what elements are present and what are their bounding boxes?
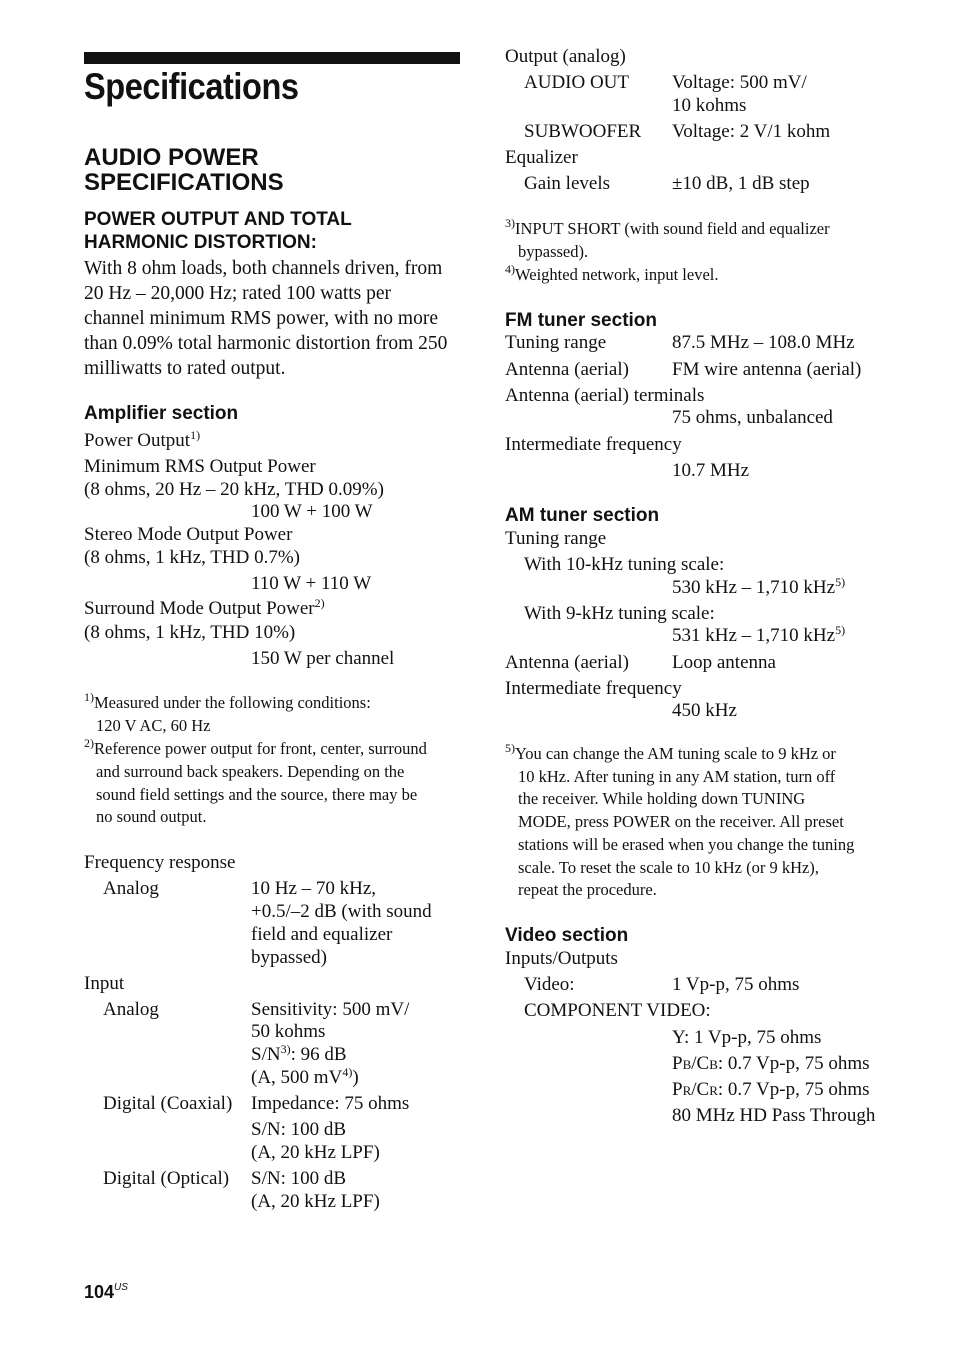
am-tuning-label: Tuning range bbox=[505, 528, 607, 549]
am-if-label: Intermediate frequency bbox=[505, 678, 682, 699]
video-label: Video: bbox=[524, 974, 575, 995]
video-value: 1 Vp-p, 75 ohms bbox=[672, 974, 800, 995]
component-y-value: Y: 1 Vp-p, 75 ohms bbox=[672, 1027, 822, 1048]
footnote-5-line: repeat the procedure. bbox=[518, 880, 657, 899]
power-output-heading-line1: POWER OUTPUT AND TOTAL bbox=[84, 209, 352, 230]
output-label: Output (analog) bbox=[505, 46, 626, 67]
footnote-3: $^{3)}$INPUT SHORT (with sound field and equalizer bbox=[505, 216, 830, 238]
video-io-label: Inputs/Outputs bbox=[505, 948, 618, 969]
am-scale9-value: 531 kHz – 1,710 kHz$^{5)}$ bbox=[672, 623, 846, 646]
footnote-5-line: the receiver. While holding down TUNING bbox=[518, 789, 806, 808]
fm-tuning-label: Tuning range bbox=[505, 332, 607, 353]
frequency-analog-value: +0.5/–2 dB (with sound bbox=[251, 901, 432, 922]
footnote-5-line: scale. To reset the scale to 10 kHz (or 9 kHz), bbox=[518, 858, 819, 877]
component-pb-value: PB/CB: 0.7 Vp-p, 75 ohms bbox=[672, 1053, 870, 1074]
title-rule bbox=[84, 52, 460, 64]
surround-conditions: (8 ohms, 1 kHz, THD 10%) bbox=[84, 622, 296, 643]
fm-if-value: 10.7 MHz bbox=[672, 460, 750, 481]
footnote-4: $^{4)}$Weighted network, input level. bbox=[505, 262, 719, 284]
frequency-analog-value: field and equalizer bbox=[251, 924, 393, 945]
fm-terminals-value: 75 ohms, unbalanced bbox=[672, 407, 833, 428]
footnote-2-line: sound field settings and the source, there may be bbox=[96, 785, 418, 804]
gain-levels-label: Gain levels bbox=[524, 173, 611, 194]
audio-power-heading-line2: SPECIFICATIONS bbox=[84, 169, 284, 196]
footnote-1-line: 120 V AC, 60 Hz bbox=[96, 716, 211, 735]
gain-levels-value: ±10 dB, 1 dB step bbox=[672, 173, 810, 194]
power-paragraph-line: milliwatts to rated output. bbox=[84, 358, 286, 379]
equalizer-label: Equalizer bbox=[505, 147, 578, 168]
surround-value: 150 W per channel bbox=[251, 648, 395, 669]
min-rms-label: Minimum RMS Output Power bbox=[84, 456, 316, 477]
input-analog-a: (A, 500 $mV^{4)}$) bbox=[251, 1065, 359, 1088]
footnote-1: $^{1)}$Measured under the following conditions: bbox=[84, 690, 371, 712]
audio-out-value: 10 kohms bbox=[672, 95, 747, 116]
fm-heading: FM tuner section bbox=[505, 310, 658, 331]
input-optical-value: (A, 20 kHz LPF) bbox=[251, 1191, 380, 1212]
footnote-3-line: bypassed). bbox=[518, 242, 589, 261]
fm-tuning-value: 87.5 MHz – 108.0 MHz bbox=[672, 332, 855, 353]
input-coax-label: Digital (Coaxial) bbox=[103, 1093, 233, 1114]
footnote-2: $^{2)}$Reference power output for front, center, surround bbox=[84, 736, 427, 758]
footnote-1-ref: 1) bbox=[190, 428, 201, 442]
amplifier-heading: Amplifier section bbox=[84, 403, 239, 424]
min-rms-value: 100 W + 100 W bbox=[251, 501, 373, 522]
power-paragraph-line: than 0.09% total harmonic distortion from 250 bbox=[84, 333, 448, 354]
footnote-5-line: stations will be erased when you change the tuning bbox=[518, 835, 855, 854]
frequency-analog-label: Analog bbox=[103, 878, 159, 899]
am-if-value: 450 kHz bbox=[672, 700, 737, 721]
fm-antenna-label: Antenna (aerial) bbox=[505, 359, 629, 380]
footnote-3-ref: 3) bbox=[280, 1042, 291, 1056]
am-scale9-label: With 9-kHz tuning scale: bbox=[524, 603, 715, 624]
audio-out-value: Voltage: 500 mV/ bbox=[672, 72, 807, 93]
min-rms-conditions: (8 ohms, 20 Hz – 20 kHz, THD 0.09%) bbox=[84, 479, 384, 500]
subwoofer-label: SUBWOOFER bbox=[524, 121, 642, 142]
surround-label: Surround Mode Output Power$^{2)}$ bbox=[84, 596, 325, 619]
power-paragraph-line: channel minimum RMS power, with no more bbox=[84, 308, 438, 329]
footnote-2-line: no sound output. bbox=[96, 807, 207, 826]
am-scale10-value: 530 kHz – 1,710 kHz$^{5)}$ bbox=[672, 575, 846, 598]
frequency-analog-value: 10 Hz – 70 kHz, bbox=[251, 878, 377, 899]
power-paragraph-line: With 8 ohm loads, both channels driven, from bbox=[84, 258, 443, 279]
audio-power-heading-line1: AUDIO POWER bbox=[84, 144, 259, 171]
input-analog-label: Analog bbox=[103, 999, 159, 1020]
fm-if-label: Intermediate frequency bbox=[505, 434, 682, 455]
stereo-label: Stereo Mode Output Power bbox=[84, 524, 293, 545]
subwoofer-value: Voltage: 2 V/1 kohm bbox=[672, 121, 831, 142]
footnote-4-ref: 4) bbox=[342, 1065, 353, 1079]
frequency-label: Frequency response bbox=[84, 852, 236, 873]
input-label: Input bbox=[84, 973, 125, 994]
footnote-5-ref: 5) bbox=[835, 623, 846, 637]
power-paragraph-line: 20 Hz – 20,000 Hz; rated 100 watts per bbox=[84, 283, 392, 304]
component-video-label: COMPONENT VIDEO: bbox=[524, 1000, 711, 1021]
input-optical-label: Digital (Optical) bbox=[103, 1168, 230, 1189]
page-title: Specifications bbox=[84, 66, 299, 107]
fm-terminals-label: Antenna (aerial) terminals bbox=[505, 385, 705, 406]
power-output-heading-line2: HARMONIC DISTORTION: bbox=[84, 232, 317, 253]
input-coax-value: Impedance: 75 ohms bbox=[251, 1093, 410, 1114]
power-output-label: Power Output$^{1)}$ bbox=[84, 428, 201, 451]
am-antenna-label: Antenna (aerial) bbox=[505, 652, 629, 673]
hd-pass-through-value: 80 MHz HD Pass Through bbox=[672, 1105, 876, 1126]
video-heading: Video section bbox=[505, 925, 629, 946]
input-analog-sn: $S/N^{3)}$: 96 dB bbox=[251, 1042, 347, 1065]
footnote-5-line: MODE, press POWER on the receiver. All preset bbox=[518, 812, 844, 831]
footnote-2-line: and surround back speakers. Depending on the bbox=[96, 762, 405, 781]
input-analog-sensitivity: Sensitivity: 500 mV/ bbox=[251, 999, 410, 1020]
fm-antenna-value: FM wire antenna (aerial) bbox=[672, 359, 862, 380]
am-antenna-value: Loop antenna bbox=[672, 652, 776, 673]
footnote-5: $^{5)}$You can change the AM tuning scale to 9 kHz or bbox=[505, 741, 836, 763]
input-optical-value: S/N: 100 dB bbox=[251, 1168, 347, 1189]
am-heading: AM tuner section bbox=[505, 505, 660, 526]
footnote-2-ref: 2) bbox=[314, 596, 325, 610]
input-coax-value: (A, 20 kHz LPF) bbox=[251, 1142, 380, 1163]
footnote-5-line: 10 kHz. After tuning in any AM station, turn off bbox=[518, 767, 836, 786]
stereo-conditions: (8 ohms, 1 kHz, THD 0.7%) bbox=[84, 547, 301, 568]
frequency-analog-value: bypassed) bbox=[251, 947, 327, 968]
footnote-5-ref: 5) bbox=[835, 575, 846, 589]
page-number: $104^{US}$ bbox=[84, 1282, 128, 1302]
component-pr-value: PR/CR: 0.7 Vp-p, 75 ohms bbox=[672, 1079, 870, 1100]
stereo-value: 110 W + 110 W bbox=[251, 573, 372, 594]
input-coax-value: S/N: 100 dB bbox=[251, 1119, 347, 1140]
input-analog-kohms: 50 kohms bbox=[251, 1021, 326, 1042]
audio-out-label: AUDIO OUT bbox=[524, 72, 630, 93]
am-scale10-label: With 10-kHz tuning scale: bbox=[524, 554, 725, 575]
